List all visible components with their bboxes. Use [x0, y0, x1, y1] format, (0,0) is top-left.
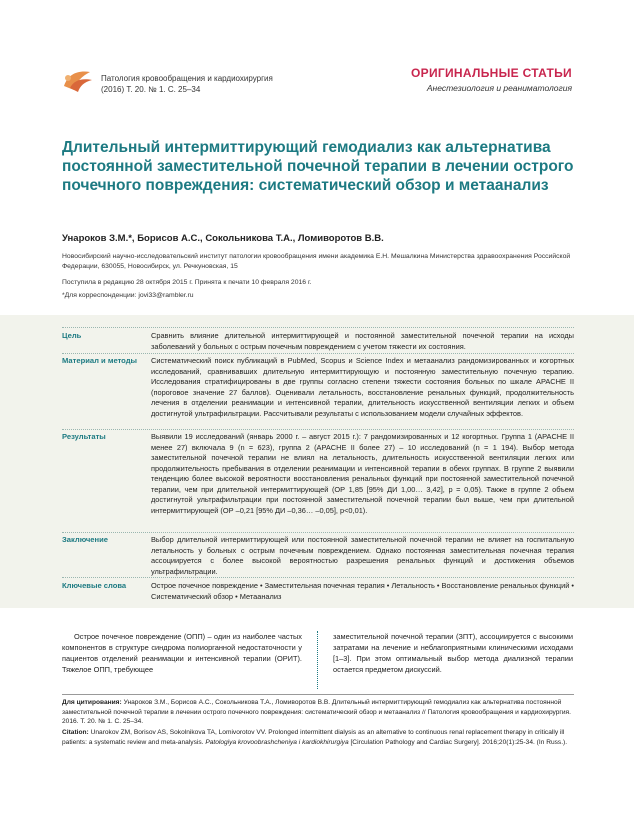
- abstract-text: Выбор длительной интермиттирующей или постоянной заместительной почечной терапии не влияет на госпитальную летальность у больных с острым почечным повреждением. Однако постоянная заместительная почечная терапия ассоциируется с более высокой вероятностью разрешения ренальных функций и достижения объемов ультрафильтрации.: [151, 535, 574, 576]
- divider: [62, 577, 574, 578]
- column-divider: [317, 631, 318, 689]
- citation-en-text-end: [Circulation Pathology and Cardiac Surgery]. 2016;20(1):25-34. (In Russ.).: [350, 738, 568, 746]
- affiliation: Новосибирский научно-исследовательский институт патологии кровообращения имени академика Е.Н. Мешалкина Министерства здравоохранения Российской Федерации, 630055, Новосибирск, ул. Речкуновская, 15: [62, 253, 571, 270]
- footer-rule: [62, 694, 574, 695]
- abstract-label: Цель: [62, 331, 82, 340]
- journal-logo-icon: [60, 66, 96, 94]
- article-title: Длительный интермиттирующий гемодиализ как альтернатива постоянной заместительной почечной терапии в лечении острого почечного повреждения: систематический обзор и метаанализ: [62, 139, 574, 194]
- abstract-label: Заключение: [62, 535, 109, 544]
- divider: [62, 327, 574, 328]
- citation-en-text: Unarokov ZM, Borisov AS, Sokolnikova TA, Lomivorotov VV. Prolonged intermittent dialysis as an alternative to continuous renal replacement therapy in critically ill patients: a systematic review and meta-analysis.: [62, 729, 565, 746]
- citation-ru-label: Для цитирования:: [62, 699, 122, 706]
- submission-dates: Поступила в редакцию 28 октября 2015 г. Принята к печати 10 февраля 2016 г.: [62, 279, 312, 286]
- citation-en: [62, 728, 574, 747]
- abstract-text: Острое почечное повреждение • Заместительная почечная терапия • Летальность • Восстановление ренальных функций • Систематический обзор • Метаанализ: [151, 581, 574, 601]
- citation-en-journal: Patologiya krovoobrashcheniya i kardiokhirurgiya: [205, 738, 349, 746]
- citation-ru-text: Унароков З.М., Борисов А.С., Сокольникова Т.А., Ломиворотов В.В. Длительный интермиттирующий гемодиализ как альтернатива постоянной заместительной почечной терапии в лечении острого почечного повреждения: систематический обзор и метаанализ // Патология кровообращения и кардиохирургия. 2016. Т. 20. № 1. С. 25–34.: [62, 699, 571, 725]
- correspondence: *Для корреспонденции: jovi33@rambler.ru: [62, 292, 194, 299]
- citation-en-label: Citation:: [62, 729, 89, 736]
- divider: [62, 353, 574, 354]
- section-subtitle: Анестезиология и реаниматология: [426, 83, 572, 93]
- journal-info: [101, 73, 273, 95]
- abstract-text: Сравнить влияние длительной интермиттирующей и постоянной заместительной почечной терапии на исходы заболеваний у больных с острым почечным повреждением с учетом тяжести их состояния.: [151, 331, 574, 351]
- abstract-box: [0, 315, 634, 608]
- journal-issue: (2016) Т. 20. № 1. С. 25–34: [101, 85, 201, 94]
- authors: Унароков З.М.*, Борисов А.С., Сокольникова Т.А., Ломиворотов В.В.: [62, 233, 384, 244]
- body-column-right: заместительной почечной терапии (ЗПТ), ассоциируется с высокими затратами на лечение и неблагоприятными клиническими исходами [1–3]. При этом оптимальный выбор метода диализной терапии остается предметом дискуссий.: [333, 632, 573, 674]
- section-heading: [411, 66, 572, 93]
- divider: [62, 532, 574, 533]
- section-title: ОРИГИНАЛЬНЫЕ СТАТЬИ: [411, 66, 572, 80]
- abstract-text: Систематический поиск публикаций в PubMed, Scopus и Science Index и метаанализ рандомизированных и когортных исследований, сравнивавших длительную интермиттирующую и постоянную заместительную почечную терапию. Исследования стратифицированы в две группы согласно степени тяжести состояния больных по шкале APACHE II (пороговое значение 27 баллов). Оценивали летальность, восстановление ренальных функций, продолжительность лечения в отделении реанимации и интенсивной терапии, длительность искусственной вентиляции легких и объем достигнутой ультрафильтрации. Рассчитывали результаты с использованием модели случайных эффектов.: [151, 356, 574, 418]
- journal-name: Патология кровообращения и кардиохирургия: [101, 74, 273, 83]
- abstract-text: Выявили 19 исследований (январь 2000 г. – август 2015 г.): 7 рандомизированных и 12 когортных. Группа 1 (APACHE II менее 27) включала 9 (n = 623), группа 2 (APACHE II более 27) – 10 исследований (n = 1 194). Выбор метода заместительной почечной терапии не влиял на летальность, длительность искусственной вентиляции легких или продолжительность пребывания в отделении реанимации и интенсивной терапии в обеих группах. В группе 2 выявили тенденцию более высокой вероятности восстановления ренальных функций при постоянной заместительной почечной терапии, чем при длительной интермиттирующей (ОР 1,85 [95% ДИ 1,00… 3,42], p = 0,05). Также в группе 2 объем достигнутой ультрафильтрации при постоянной заместительной почечной терапии был выше, чем при длительной интермиттирующей (ОР –0,21 [95% ДИ –0,36… –0,05], p<0,01).: [151, 432, 574, 515]
- citation-ru: [62, 698, 574, 727]
- abstract-label: Материал и методы: [62, 356, 138, 365]
- abstract-label: Результаты: [62, 432, 106, 441]
- divider: [62, 429, 574, 430]
- abstract-label: Ключевые слова: [62, 581, 127, 590]
- body-column-left: Острое почечное повреждение (ОПП) – один из наиболее частых компонентов в структуре синдрома полиорганной недостаточности у пациентов отделений реанимации и интенсивной терапии (ОРИТ). Тяжелое ОПП, требующее: [62, 632, 302, 674]
